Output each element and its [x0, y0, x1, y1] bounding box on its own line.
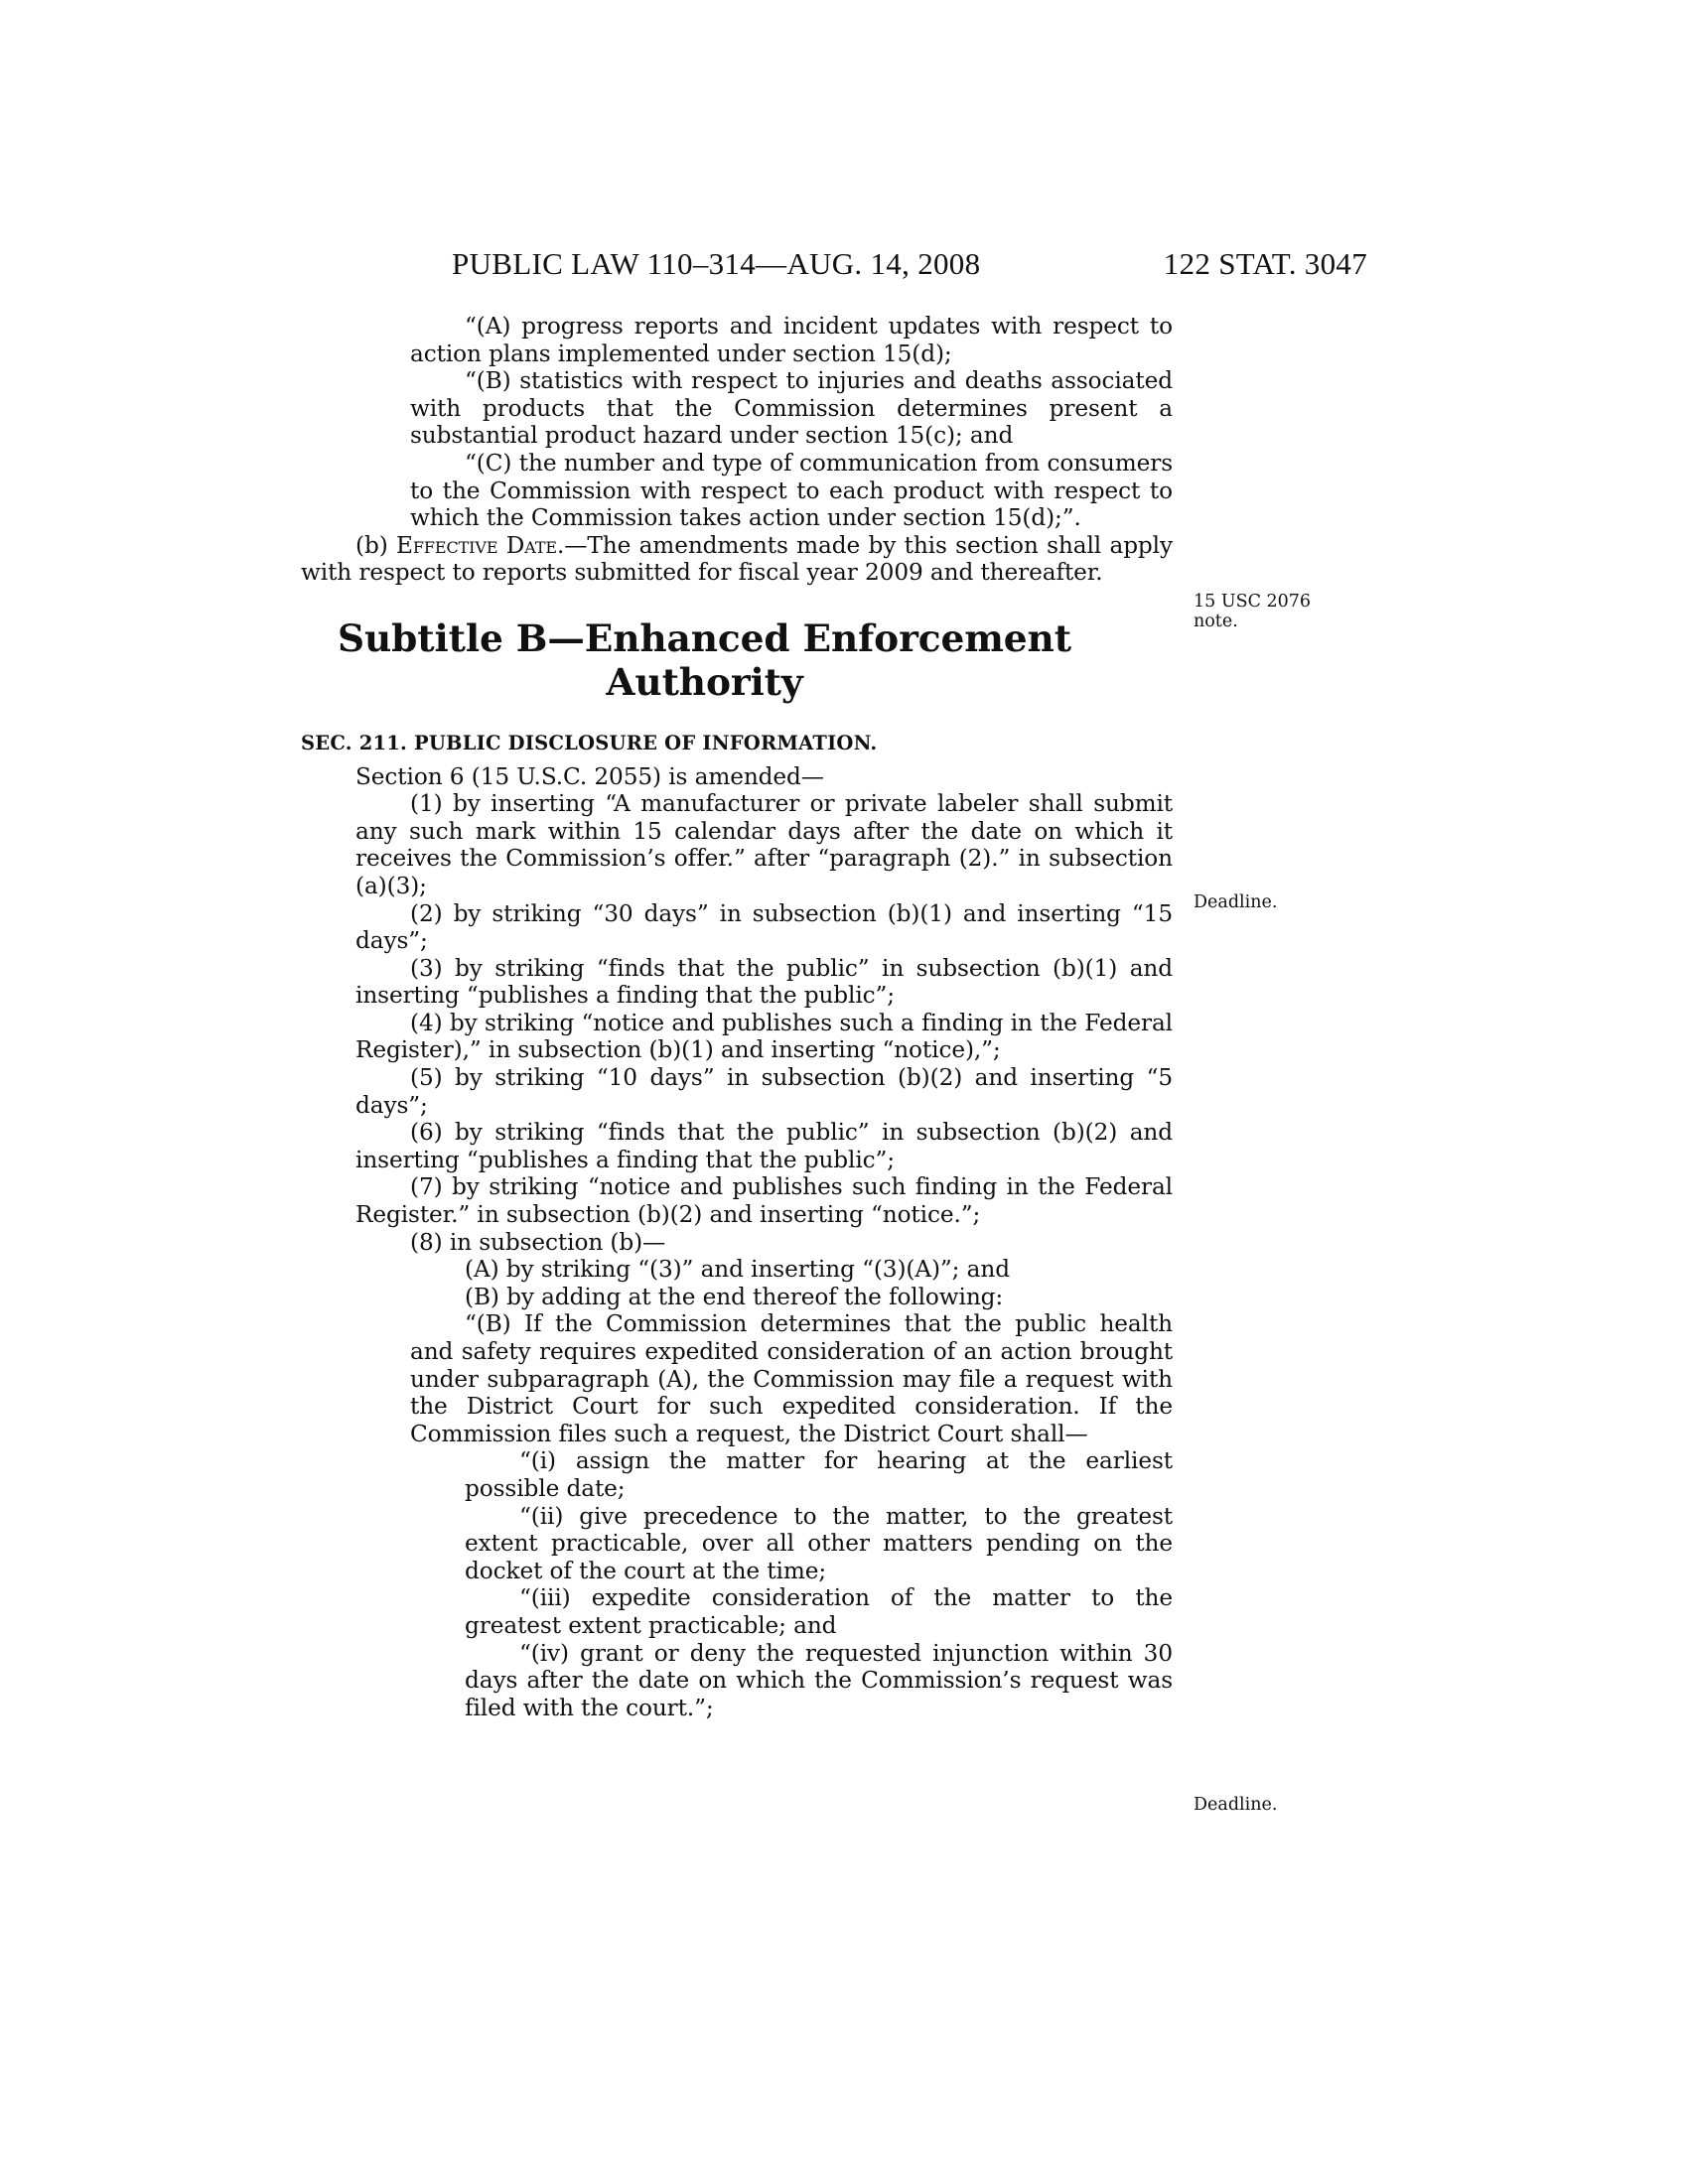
quoted-para-b: “(B) statistics with respect to injuries and deaths associated with products that the Commission determines present a substantial product hazard under section 15(c); and	[410, 367, 1173, 450]
list-item-8: (8) in subsection (b)—	[410, 1228, 666, 1256]
list-item-3: (3) by striking “finds that the public” in subsection (b)(1) and inserting “publishes a finding that the public”;	[355, 954, 1173, 1010]
usc-note-line1: 15 USC 2076	[1194, 592, 1312, 612]
list-item-2: (2) by striking “30 days” in subsection (b)(1) and inserting “15 days”;	[355, 899, 1173, 955]
subtitle-line2: Authority	[606, 659, 803, 704]
subtitle-line1: Subtitle B—Enhanced Enforcement	[338, 615, 1071, 660]
list-item-4: (4) by striking “notice and publishes such a finding in the Federal Register),” in subsection (b)(1) and inserting “notice),”;	[355, 1009, 1173, 1064]
effective-date-caps: Effective Date	[396, 531, 558, 559]
page-header	[452, 246, 1367, 286]
list-item-6: (6) by striking “finds that the public” in subsection (b)(2) and inserting “publishes a finding that the public”;	[355, 1119, 1173, 1173]
effective-date-para	[301, 532, 1173, 587]
section-intro: Section 6 (15 U.S.C. 2055) is amended—	[355, 762, 824, 790]
section-heading: SEC. 211. PUBLIC DISCLOSURE OF INFORMATION.	[301, 731, 878, 754]
clause-iii: “(iii) expedite consideration of the matter to the greatest extent practicable; and	[465, 1584, 1173, 1639]
list-item-5: (5) by striking “10 days” in subsection (b)(2) and inserting “5 days”;	[355, 1064, 1173, 1119]
deadline-margin-note-2: Deadline.	[1194, 1795, 1278, 1815]
quoted-para-c: “(C) the number and type of communication from consumers to the Commission with respect to each product with respect to which the Commission takes action under section 15(d);”.	[410, 449, 1173, 532]
running-head: PUBLIC LAW 110–314—AUG. 14, 2008	[452, 246, 981, 281]
usc-note-line2: note.	[1194, 612, 1238, 631]
deadline-margin-note-1: Deadline.	[1194, 892, 1278, 912]
clause-i: “(i) assign the matter for hearing at the earliest possible date;	[465, 1447, 1173, 1502]
clause-iv: “(iv) grant or deny the requested injunction within 30 days after the date on which the Commission’s request was filed with the court.”;	[465, 1639, 1173, 1721]
effective-date-label: (b)	[355, 531, 397, 559]
sub-item-b: (B) by adding at the end thereof the following:	[465, 1283, 1004, 1310]
clause-ii: “(ii) give precedence to the matter, to the greatest extent practicable, over all other matters pending on the docket of the court at the time;	[465, 1502, 1173, 1584]
quoted-subparagraph-b: “(B) If the Commission determines that the public health and safety requires expedited consideration of an action brought under subparagraph (A), the Commission may file a request with the District Court for such expedited consideration. If the Commission files such a request, the District Court shall—	[410, 1310, 1173, 1447]
usc-margin-note	[1194, 592, 1311, 631]
sub-item-a: (A) by striking “(3)” and inserting “(3)(A)”; and	[465, 1256, 1010, 1284]
document-body	[301, 313, 1173, 1721]
quoted-para-a: “(A) progress reports and incident updates with respect to action plans implemented under section 15(d);	[410, 313, 1173, 367]
list-item-7: (7) by striking “notice and publishes such finding in the Federal Register.” in subsection (b)(2) and inserting “notice.”;	[355, 1173, 1173, 1229]
statute-citation: 122 STAT. 3047	[1163, 246, 1367, 281]
subtitle-heading	[301, 616, 1173, 704]
effective-date-text: .—The amendments made by this section shall apply with respect to reports submitted for fiscal year 2009 and thereafter.	[301, 531, 1173, 587]
list-item-1: (1) by inserting “A manufacturer or private labeler shall submit any such mark within 15 calendar days after the date on which it receives the Commission’s offer.” after “paragraph (2).” in subsection (a)(3);	[355, 790, 1173, 899]
